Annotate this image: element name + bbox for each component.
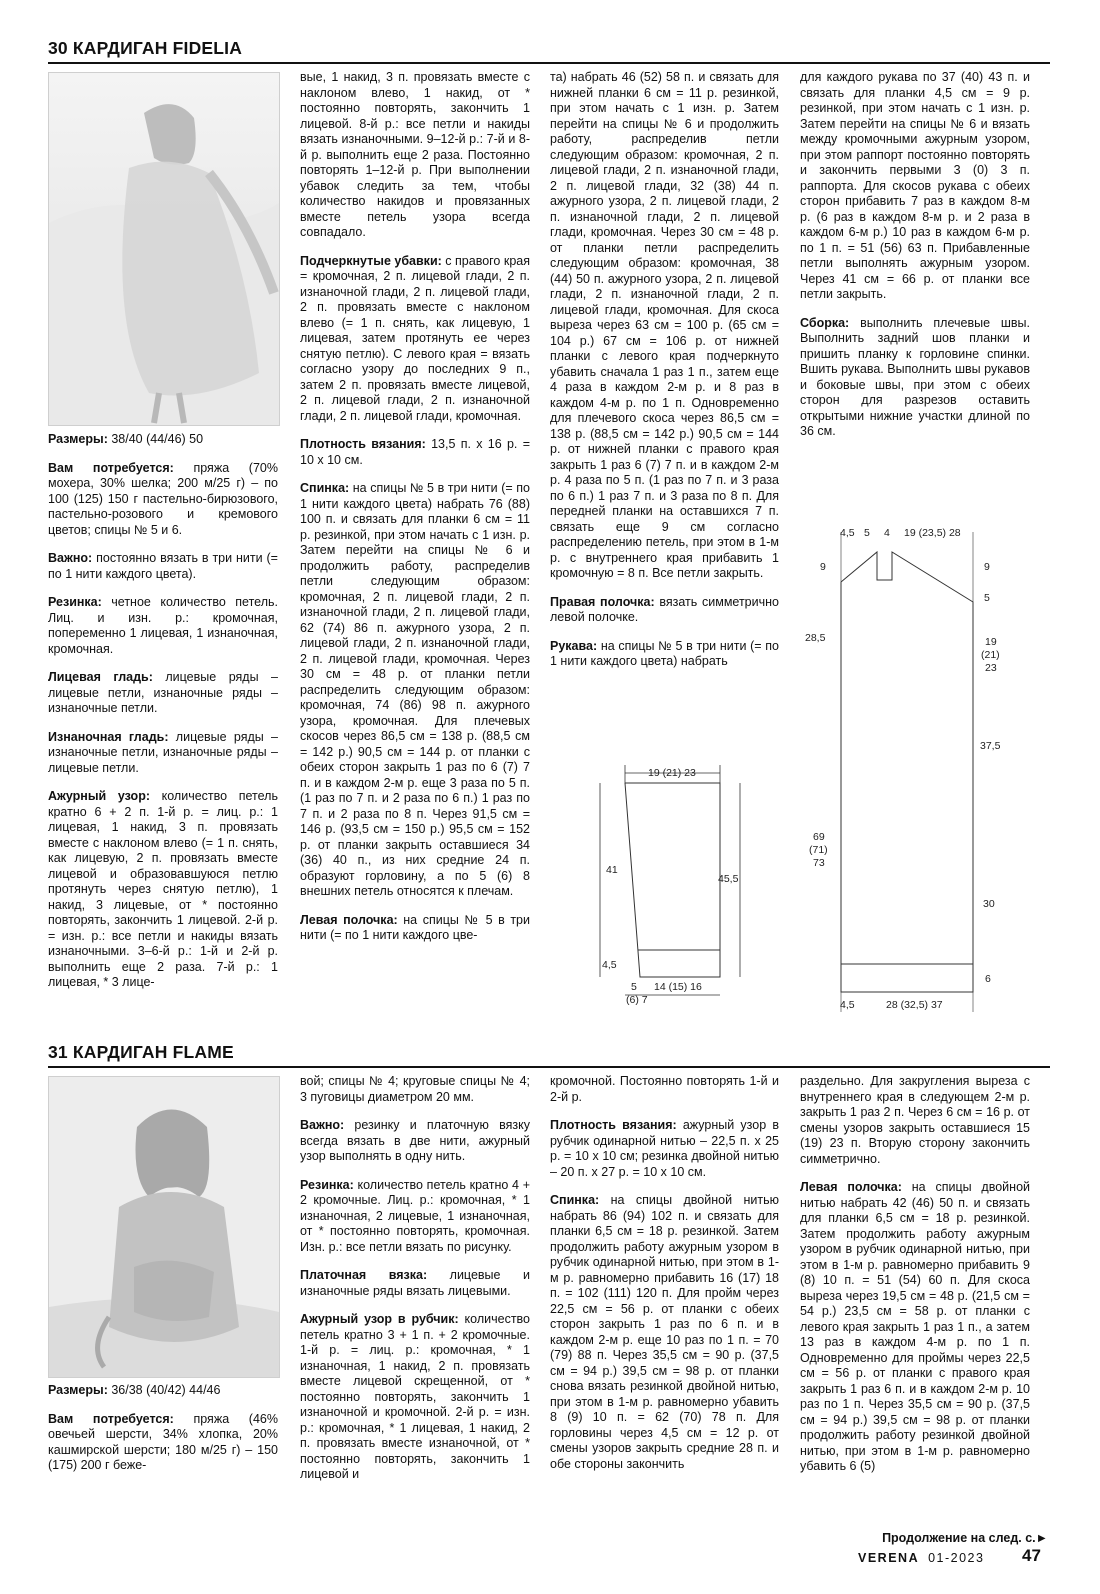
paragraph-text: 13,5 п. х 16 р. = 10 х 10 см. — [300, 437, 530, 467]
paragraph — [300, 437, 530, 468]
paragraph — [48, 1383, 278, 1399]
body-left-total-1: 69 — [813, 831, 825, 843]
paragraph-heading: Левая полочка: — [800, 1180, 902, 1194]
paragraph-heading: Вам потребуется: — [48, 1411, 174, 1426]
paragraph-text: пряжа (46% овечьей шерсти, 34% хлопка, 20% кашмирской шерсти; 180 м/25 г) – 150 (175) 200 г беже- — [48, 1411, 278, 1472]
paragraph — [300, 70, 530, 241]
paragraph — [300, 481, 530, 900]
paragraph — [800, 70, 1030, 303]
body-top-d: 19 (23,5) 28 — [904, 527, 961, 539]
paragraph — [48, 595, 278, 657]
paragraph — [48, 551, 278, 582]
paragraph-text: кромочной. Постоянно повторять 1-й и 2-й р. — [550, 1074, 779, 1104]
paragraph-heading: Подчеркнутые убавки: — [300, 253, 442, 268]
section-rule-2 — [48, 1066, 1050, 1068]
paragraph-text: 38/40 (44/46) 50 — [107, 432, 204, 446]
section-title-fidelia: 30 КАРДИГАН FIDELIA — [48, 38, 243, 58]
body-left-a: 28,5 — [805, 632, 826, 644]
photo-flame — [48, 1076, 280, 1378]
paragraph-text: резинку и платочную вязку всегда вязать в две нити, ажурный узор выполнять в одну нить. — [300, 1118, 530, 1163]
section-title-flame: 31 КАРДИГАН FLAME — [48, 1042, 234, 1062]
body-bottom-b: 28 (32,5) 37 — [886, 999, 943, 1011]
body-right-30: 30 — [983, 898, 995, 910]
paragraph-heading: Платочная вязка: — [300, 1268, 428, 1282]
paragraph-text: на спицы № 5 в три нити (= по 1 нити каждого цве- — [300, 912, 530, 942]
photo-fidelia — [48, 72, 280, 426]
paragraph — [300, 1268, 530, 1299]
body-top-c: 4 — [884, 527, 890, 539]
body-right-19-1: 19 — [985, 636, 997, 648]
paragraph-heading: Размеры: — [48, 1383, 108, 1397]
paragraph — [48, 1412, 278, 1474]
paragraph-text: выполнить плечевые швы. Выполнить задний шов планки и пришить планку к горловине спинки. Вшить рукава. Выполнить швы рукавов и боковые швы, при этом с обеих сторон для разрезов оставить открытыми нижние участки длиной по 36 см. — [800, 315, 1030, 438]
paragraph-heading: Ажурный узор: — [48, 789, 150, 803]
paragraph-text: количество петель кратно 4 + 2 кромочные. Лиц. р.: кромочная, * 1 изнаночная, 2 лицевые, 1 изнаночная, от * постоянно повторять, кромочная. Изн. р.: все петли вязать по рисунку. — [300, 1177, 530, 1254]
body-right-5: 5 — [984, 592, 990, 604]
paragraph — [800, 1180, 1030, 1475]
page-number: 47 — [1022, 1546, 1041, 1565]
paragraph-heading: Размеры: — [48, 432, 108, 446]
paragraph — [550, 1118, 779, 1180]
section-rule — [48, 62, 1050, 64]
sleeve-right-label: 45,5 — [718, 873, 739, 885]
paragraph — [300, 1178, 530, 1256]
paragraph-text: лицевые и изнаночные ряды вязать лицевыми. — [300, 1268, 530, 1298]
body-right-6: 6 — [985, 973, 991, 985]
flame-col-3 — [550, 1074, 779, 1485]
magazine-issue: 01-2023 — [928, 1551, 985, 1565]
sleeve-bottom-mid: 14 (15) 16 — [654, 981, 702, 993]
paragraph-heading: Рукава: — [550, 638, 598, 653]
sleeve-cuff-label: 4,5 — [602, 959, 617, 971]
paragraph-text: на спицы № 5 в три нити (= по 1 нити каждого цвета) набрать — [550, 638, 779, 668]
paragraph-text: вые, 1 накид, 3 п. провязать вместе с наклоном влево, 1 накид, от * постоянно повторять, закончить 1 лицевой. 8-й р.: все петли и накиды вязать изнаночными. 9–12-й р.: 7-й и 8-й р. выполнить еще 2 раза. Постоянно повторять 1–12-й р. При выполнении убавок следить за тем, чтобы количество накидов и провязанных вместе петель узора всегда совпадало. — [300, 70, 530, 239]
fidelia-col-2 — [300, 70, 530, 957]
sleeve-diagram — [590, 755, 760, 1010]
paragraph-text: ажурный узор в рубчик одинарной нитью – 22,5 п. х 25 р. = 10 х 10 см; резинка двойной нитью – 20 п. х 27 р. = 10 х 10 см. — [550, 1118, 779, 1179]
photo-image-2 — [49, 1077, 279, 1377]
paragraph — [48, 670, 278, 717]
paragraph-heading: Ажурный узор в рубчик: — [300, 1312, 459, 1326]
sleeve-top-label: 19 (21) 23 — [648, 767, 696, 779]
body-bottom-a: 4,5 — [840, 999, 855, 1011]
paragraph-text: для каждого рукава по 37 (40) 43 п. и связать для планки 4,5 см = 9 р. резинкой, при этом начать с 1 изн. р. Затем перейти на спицы № 6 и вязать между кромочными ажурным узором, при этом раппорт постоянно повторять и закончить первыми 3 (0) 3 п. раппорта. Для скосов рукава с обеих сторон прибавить 7 раз в каждом 8-м р. (6 раз в каждом 8-м р. и 2 раза в каждом 6-м р.) 10 раз в каждом 6-м р. по 1 п. = 51 (56) 63 п. Прибавленные петли выполнять ажурным узором. Через 41 см = 66 р. от планки все петли закрыть. — [800, 70, 1030, 301]
paragraph — [550, 1193, 779, 1472]
paragraph-heading: Резинка: — [300, 1177, 354, 1192]
flame-col-4 — [800, 1074, 1030, 1488]
paragraph-text: постоянно вязать в три нити (= по 1 нити каждого цвета). — [48, 551, 278, 581]
body-right-19-3: 23 — [985, 662, 997, 674]
paragraph-text: количество петель кратно 6 + 2 п. 1-й р. = лиц. р.: 1 лицевая, 1 накид, 3 п. провязать вместе с наклоном влево (= 1 п. снять, как лицевую, 2 п. провязать вместе лицевой и образовавшуюся петлю протянуть через снятую петлю), 1 накид, 3 лицевые, от * постоянно повторять, закончить 1 лицевой. 2-й р. = изн. р.: все петли и накиды вязать изнаночными. 3–6-й р.: 1-й и 2-й р. выполнить еще 2 раза. 7-й р.: 1 лицевая, * 3 лице- — [48, 789, 278, 989]
paragraph-text: количество петель кратно 3 + 1 п. + 2 кромочные. 1-й р. = лиц. р.: кромочная, * 1 изнаночная, 1 накид, 2 п. провязать вместе лицевой скрещенной, от * постоянно повторять, закончить 1 изнаночной и кромочной. 2-й р. = изн. р.: кромочная, * 1 лицевая, 1 накид, 2 п. провязать вместе изнаночной, от * постоянно повторять, закончить 1 лицевой и — [300, 1312, 530, 1481]
paragraph — [800, 316, 1030, 440]
paragraph-heading: Важно: — [48, 551, 93, 565]
paragraph — [550, 639, 779, 670]
body-right-19-2: (21) — [981, 649, 1000, 661]
paragraph-heading: Важно: — [300, 1118, 345, 1132]
paragraph-text: раздельно. Для закругления выреза с внутреннего края в следующем 2-м р. закрыть 1 раз 2 п. Через 6 см = 16 р. от смены узоров закрыть оставшиеся 15 (19) 23 п. Вторую сторону закончить симметрично. — [800, 1074, 1030, 1166]
paragraph-text: с правого края = кромочная, 2 п. лицевой глади, 2 п. изнаночной глади, 2 п. лицевой глади, 2 п. провязать вместе с наклоном влево (= 1 п. снять, как лицевую, 1 лицевая, затем протянуть ее через снятую петлю). С левого края = вязать согласно узору до последних 9 п., затем 2 п. провязать вместе лицевой, 2 п. лицевой глади, 2 п. изнаночной глади, 2 п. лицевой глади, кромочная. — [300, 253, 531, 423]
paragraph-heading: Плотность вязания: — [550, 1118, 677, 1132]
body-left-total-3: 73 — [813, 857, 825, 869]
fidelia-col-4 — [800, 70, 1030, 453]
body-top-a: 4,5 — [840, 527, 855, 539]
sleeve-bottom-a: 5 — [631, 981, 637, 993]
body-left-total-2: (71) — [809, 844, 828, 856]
fidelia-col-3 — [550, 70, 779, 683]
paragraph — [48, 730, 278, 777]
flame-col-2 — [300, 1074, 530, 1496]
paragraph — [550, 70, 779, 582]
paragraph-text: пряжа (70% мохера, 30% шелка; 200 м/25 г) – по 100 (125) 150 г пастельно-бирюзового, пастельно-розового и кремового цветов; спицы № 5 и 6. — [48, 460, 278, 537]
paragraph — [300, 1312, 530, 1483]
paragraph — [300, 913, 530, 944]
paragraph-heading: Резинка: — [48, 595, 102, 609]
paragraph-heading: Левая полочка: — [300, 912, 398, 927]
paragraph-heading: Изнаночная гладь: — [48, 729, 169, 744]
body-right-37: 37,5 — [980, 740, 1001, 752]
paragraph — [300, 1074, 530, 1105]
continued-label: Продолжение на след. с.► — [882, 1531, 1048, 1545]
paragraph-text: четное количество петель. Лиц. и изн. р.: кромочная, попеременно 1 лицевая, 1 изнаночная, кромочная. — [48, 595, 278, 656]
paragraph — [48, 789, 278, 991]
paragraph-text: на спицы № 5 в три нити (= по 1 нити каждого цвета) набрать 76 (88) 100 п. и связать для планки 6 см = 11 р. резинкой, при этом начать с 1 изн. р. Затем перейти на спицы № 6 и продолжить работу, распределив петли следующим образом: кромочная, 2 п. лицевой глади, 2 п. изнаночной глади, 2 п. лицевой глади, 62 (74) 86 п. ажурного узора, 2 п. лицевой глади, 2 п. изнаночной глади, 2 п. лицевой глади, кромочная. Через 30 см = 48 р. от планки петли распределить следующим образом: кромочная, 74 (86) 98 п. ажурного узора, кромочная. Для плечевых скосов через 86,5 см = 138 р. (88,5 см = 142 р.) 90,5 см = 144 р. от планки с обеих сторон закрыть 1 раз по 6 (7) 7 п. и в каждом 2-м р. еще 3 раза по 5 п. (1 раз по 7 п. и 2 раза по 6 п.) 1 раз по 7 п. и 2 раза по 8 п. Через 91,5 см = 146 р. (93,5 см = 150 р.) 95,5 см = 152 р. от планки закрыть оставшиеся 34 (36) 40 п., из них средние 24 п. образуют горловину, а по 5 (6) 8 внешних петель относятся к плечам. — [300, 481, 530, 898]
body-diagram — [800, 522, 1025, 1017]
paragraph-heading: Правая полочка: — [550, 594, 655, 609]
paragraph-text: 36/38 (40/42) 44/46 — [107, 1383, 221, 1397]
paragraph-text: на спицы двойной нитью набрать 86 (94) 102 п. и связать для планки 6,5 см = 18 р. резинкой. Затем продолжить работу ажурным узором в рубчик одинарной нитью, при этом в 1-м р. равномерно прибавить 16 (17) 18 п. = 102 (111) 120 п. Для пройм через 22,5 см = 56 р. от планки с обеих сторон закрыть 1 раз по 6 п. и в каждом 2-м р. еще 10 раз по 1 п. = 70 (79) 88 п. Через 35,5 см = 90 р. (37,5 см = 94 р.) 39,5 см = 98 р. от планки снова вязать резинкой двойной нитью, при этом в 1-м р. равномерно убавить 8 (9) 10 п. = 62 (70) 78 п. Для горловины через 4,5 см = 12 р. от смены узоров закрыть средние 28 п. и обе стороны закончить — [550, 1193, 779, 1471]
paragraph-text: вязать симметрично левой полочке. — [550, 594, 779, 624]
paragraph-heading: Спинка: — [550, 1193, 600, 1207]
magazine-name — [858, 1551, 984, 1565]
paragraph-text: лицевые ряды – лицевые петли, изнаночные ряды – изнаночные петли. — [48, 670, 278, 715]
paragraph-heading: Вам потребуется: — [48, 460, 174, 475]
flame-col-1 — [48, 1383, 278, 1487]
paragraph-text: та) набрать 46 (52) 58 п. и связать для нижней планки 6 см = 11 р. резинкой, при этом начать с 1 изн. р. Затем перейти на спицы № 6 и продолжить работу, распределив петли следующим образом: кромочная, 2 п. лицевой глади, 2 п. изнаночной глади, 2 п. лицевой глади, 32 (38) 44 п. ажурного узора, 2 п. лицевой глади, 2 п. изнаночной глади, 2 п. лицевой глади, кромочная. Через 30 см = 48 р. от планки петли распределить следующим образом: кромочная, 38 (44) 50 п. ажурного узора, 2 п. лицевой глади, 2 п. изнаночной глади, 2 п. лицевой глади, кромочная. Для скоса выреза через 63 см = 100 р. (65 см = 104 р.) 67 см = 106 р. от нижней планки с левого края подчеркнуто убавить сначала 1 раз 1 п., затем еще 4 раза в каждом 2-м р. и 8 раз в каждом 4-м р. по 1 п. Одновременно для плечевого скоса через 86,5 см = 138 р. (88,5 см = 142 р.) 90,5 см = 144 р. от нижней планки с правого края закрыть 1 раз 6 (7) 7 п. и в каждом 2-м р. 4 раза по 5 п. (1 раз по 7 п. и 3 раза по 6 п.) 1 раз 7 п. и 3 раза по 8 п. Для передней планки на оставшихся 7 п. связать еще 9 см согласно распределению петель, при этом в 1-м р. с внутреннего края прибавить 1 кромочную = 8 п. Все петли закрыть. — [550, 70, 779, 580]
paragraph — [550, 1074, 779, 1105]
paragraph-heading: Плотность вязания: — [300, 437, 426, 451]
paragraph — [300, 254, 530, 425]
paragraph-text: на спицы двойной нитью набрать 42 (46) 50 п. и связать для планки 6,5 см = 18 р. резинкой. Затем продолжить работу ажурным узором в рубчик одинарной нитью, при этом в 1-м р. равномерно прибавить 9 (8) 10 п. = 51 (54) 60 п. Для скоса выреза через 19,5 см = 48 р. (21,5 см = 54 р.) 23,5 см = 58 р. от планки с левого края закрыть 1 раз 1 п., а затем 13 раз в каждом 4-м р. по 1 п. Одновременно для проймы через 22,5 см = 56 р. от планки с правого края закрыть 1 раз 6 п. и в каждом 2-м р. 10 раз по 1 п. Через 35,5 см = 90 р. (37,5 см = 94 р.) 39,5 см = 98 р. от планки продолжить работу резинкой двойной нитью, при этом в 1-м р. равномерно убавить 6 (5) — [800, 1180, 1030, 1473]
paragraph-heading: Сборка: — [800, 315, 850, 330]
paragraph-text: лицевые ряды – изнаночные петли, изнаночные ряды – лицевые петли. — [48, 729, 279, 775]
body-right-top: 9 — [984, 561, 990, 573]
fidelia-col-1 — [48, 432, 278, 1004]
magazine-title: VERENA — [858, 1551, 920, 1565]
paragraph — [800, 1074, 1030, 1167]
paragraph — [48, 461, 278, 539]
paragraph-text: вой; спицы № 4; круговые спицы № 4; 3 пуговицы диаметром 20 мм. — [300, 1074, 530, 1104]
body-left-top: 9 — [820, 561, 826, 573]
sleeve-left-label: 41 — [606, 864, 618, 876]
paragraph-heading: Спинка: — [300, 481, 350, 495]
paragraph-heading: Лицевая гладь: — [48, 670, 153, 684]
paragraph — [48, 432, 278, 448]
sleeve-bottom-b: (6) 7 — [626, 994, 648, 1006]
paragraph — [300, 1118, 530, 1165]
paragraph — [550, 595, 779, 626]
photo-image — [49, 73, 279, 425]
body-top-b: 5 — [864, 527, 870, 539]
